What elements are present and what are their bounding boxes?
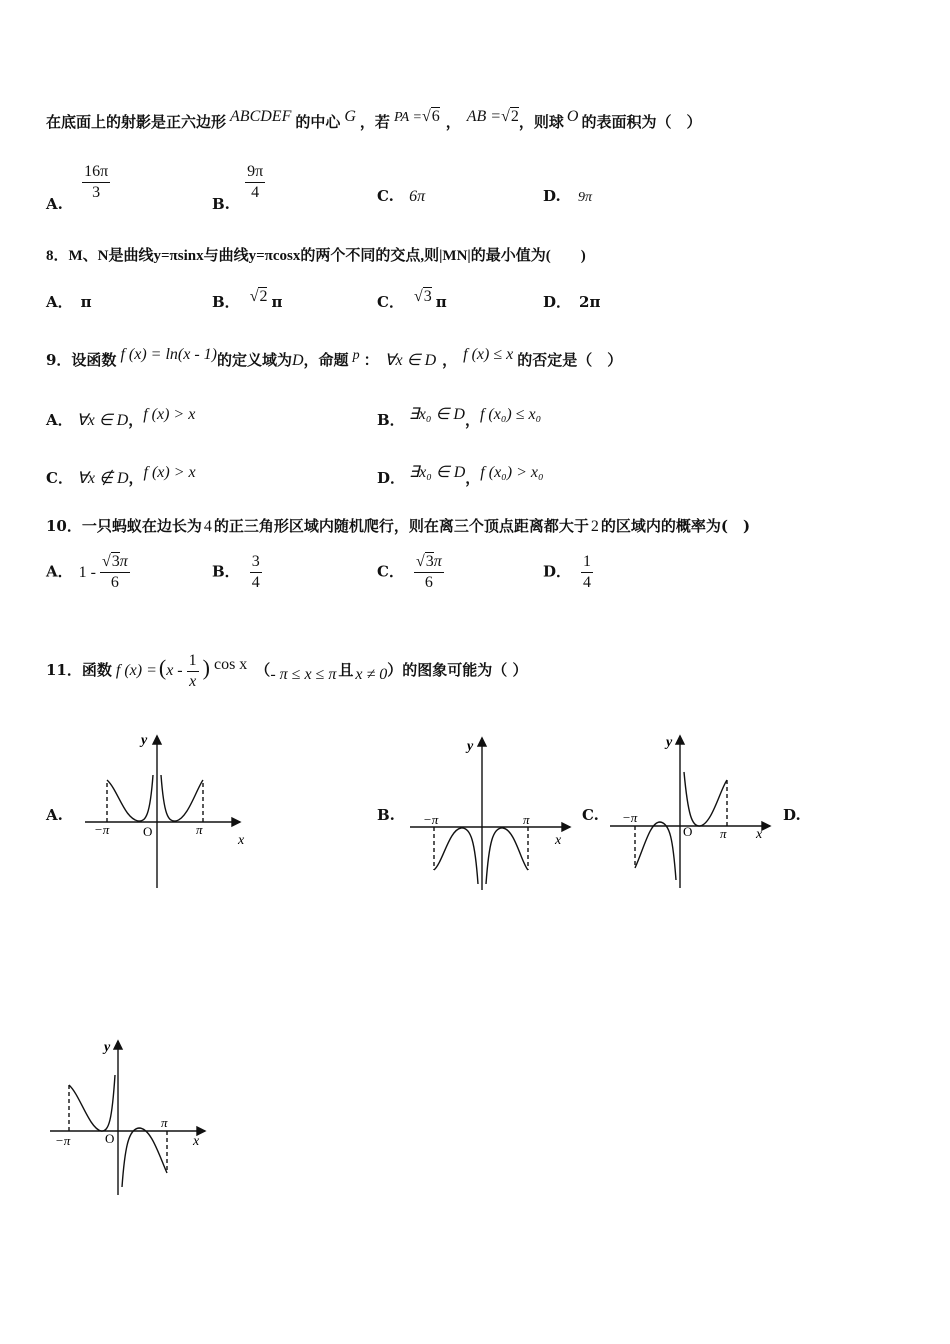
axis-y-label: y <box>666 735 673 750</box>
q9-option-a[interactable]: A． ∀x ∈ D，f (x) > x <box>46 406 196 429</box>
q9-option-d[interactable]: D． ∃x₀ ∈ D，f (x₀) > x₀ <box>377 464 544 487</box>
q7-option-a[interactable]: A. $\frac{16\pi}{3}$ <box>46 163 109 213</box>
q11-option-d[interactable]: D. <box>783 806 801 824</box>
q7-option-b[interactable]: B. $\frac{9\pi}{4}$ <box>212 163 264 213</box>
q10-option-a[interactable]: A． 1 - $\frac{√3\pi}{6}$ <box>46 553 128 591</box>
pi-label: π <box>161 1115 168 1130</box>
q9-function: f (x) = ln(x - 1) <box>120 346 217 363</box>
q9-option-b[interactable]: B． ∃x₀ ∈ D，f (x₀) ≤ x₀ <box>377 406 542 429</box>
q7-option-d[interactable]: D. 9π <box>543 187 592 205</box>
q7-option-c[interactable]: C. 6π <box>377 187 426 205</box>
axis-x-label: x <box>756 827 763 842</box>
origin-label: O <box>143 824 153 839</box>
axis-y-label: y <box>467 739 474 754</box>
neg-pi-label: −π <box>94 822 110 837</box>
axis-y-label: y <box>141 733 148 748</box>
graph-option-c[interactable] <box>610 730 775 890</box>
q7-stem: 在底面上的射影是正六边形 ABCDEF 的中心 G ，若 PA =√6 ， AB =√2，则球 O 的表面积为（ ） <box>46 108 702 131</box>
q8-option-c[interactable]: C． √3 π <box>377 288 447 311</box>
pi-label: π <box>196 822 203 837</box>
q11-option-c[interactable]: C. <box>582 806 599 824</box>
q9-stem: 9．设函数 f (x) = ln(x - 1)的定义域为D，命题 p ： ∀x ∈ D ， f (x) ≤ x 的否定是（ ） <box>46 346 623 369</box>
axis-x-label: x <box>193 1134 200 1149</box>
q11-stem: 11．函数 f (x) =(x - $\frac{1}{x}$ ) cos x （- π ≤ x ≤ π 且 x ≠ 0）的图象可能为（ ） <box>46 651 528 690</box>
origin-label: O <box>683 824 693 839</box>
pi-label: π <box>523 812 530 827</box>
q10-option-c[interactable]: C． $\frac{√3\pi}{6}$ <box>377 553 442 591</box>
q8-stem: 8．M、N是曲线y=πsinx与曲线y=πcosx的两个不同的交点,则|MN|的最小值为( ) <box>46 248 586 264</box>
neg-pi-label: −π <box>55 1133 71 1148</box>
pi-label: π <box>720 826 727 841</box>
graph-option-a[interactable] <box>80 730 260 890</box>
graph-option-d[interactable] <box>45 1035 215 1200</box>
q8-option-a[interactable]: A． π <box>46 293 92 311</box>
axis-x-label: x <box>555 833 562 848</box>
neg-pi-label: −π <box>423 812 439 827</box>
axis-y-label: y <box>104 1040 111 1055</box>
axis-x-label: x <box>238 833 245 848</box>
q11-option-a[interactable]: A. <box>46 806 63 824</box>
origin-label: O <box>105 1131 115 1146</box>
q10-stem: 10．一只蚂蚁在边长为 4 的正三角形区域内随机爬行，则在离三个顶点距离都大于 2 的区域内的概率为( ) <box>46 517 751 535</box>
q11-option-b[interactable]: B. <box>377 806 395 824</box>
q8-option-d[interactable]: D． 2π <box>543 293 601 311</box>
q10-option-b[interactable]: B． $\frac{3}{4}$ <box>212 553 260 591</box>
neg-pi-label: −π <box>622 810 638 825</box>
q10-option-d[interactable]: D． $\frac{1}{4}$ <box>543 553 592 591</box>
q8-option-b[interactable]: B． √2 π <box>212 288 283 311</box>
q9-option-c[interactable]: C． ∀x ∉ D，f (x) > x <box>46 464 196 487</box>
graph-option-b[interactable] <box>405 732 575 892</box>
hexagon-label: ABCDEF <box>230 108 292 125</box>
